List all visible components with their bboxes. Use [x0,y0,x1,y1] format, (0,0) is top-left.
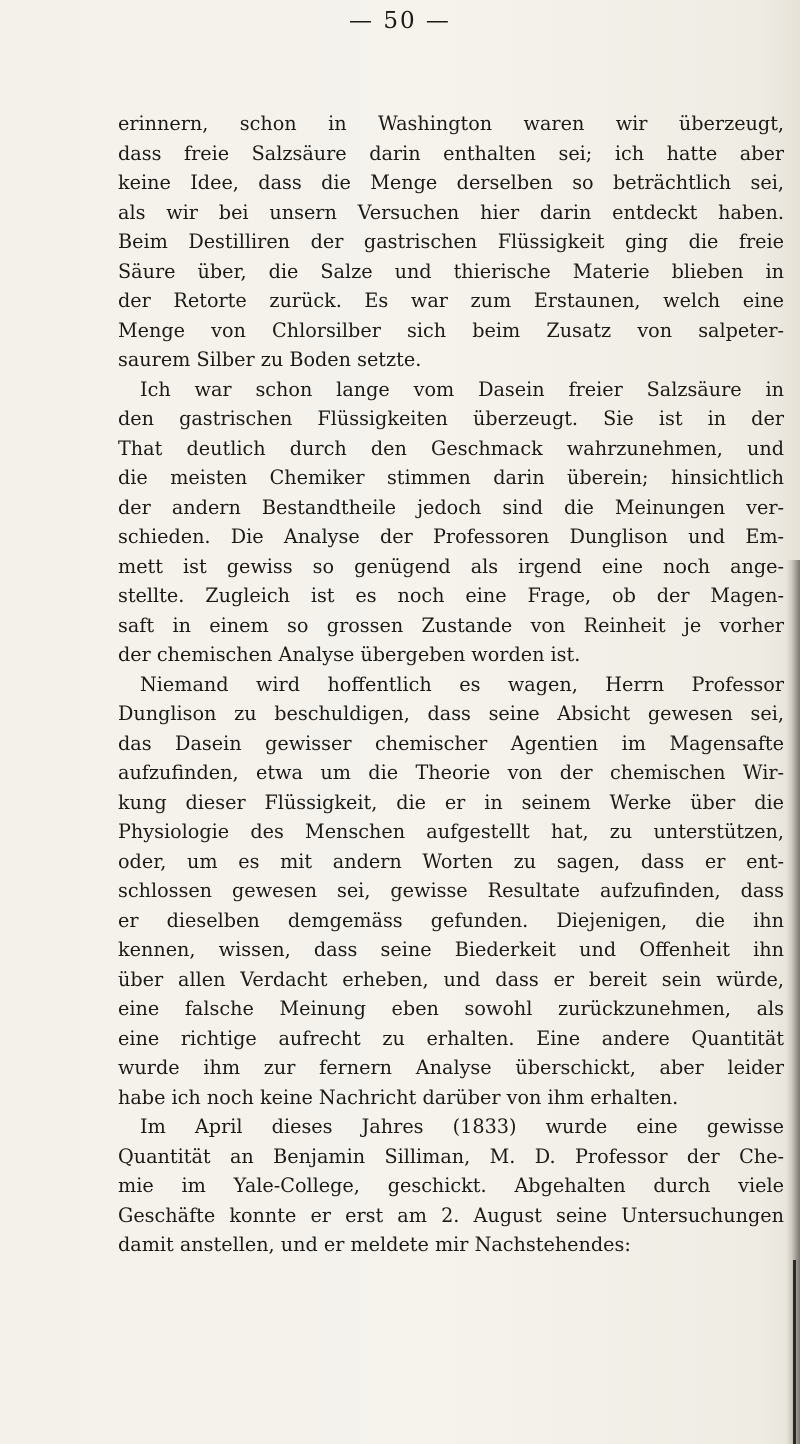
text-line: habe ich noch keine Nachricht darüber von ihm erhalten. [118,1085,679,1109]
text-line: Ich war schon lange vom Dasein freier Salzsäure in [140,377,784,401]
text-line: erinnern, schon in Washington waren wir überzeugt, [118,112,784,135]
text-line: kung dieser Flüssigkeit, die er in seinem Werke über die [118,790,784,814]
text-line: Geschäfte konnte er erst am 2. August seine Untersuchungen [118,1203,784,1227]
text-line: Niemand wird hoffentlich es wagen, Herrn Professor [140,672,784,696]
text-line: kennen, wissen, dass seine Biederkeit und Offenheit ihn [118,938,784,961]
text-line: als wir bei unsern Versuchen hier darin entdeckt haben. [118,200,784,224]
body-text [118,109,784,1260]
text-line: über allen Verdacht erheben, und dass er bereit sein würde, [118,967,784,991]
text-line: schieden. Die Analyse der Professoren Dunglison und Em- [118,525,784,548]
text-line: aufzufinden, etwa um die Theorie von der chemischen Wir- [118,761,784,784]
text-line: Physiologie des Menschen aufgestellt hat, zu unterstützen, [118,820,784,843]
text-line: oder, um es mit andern Worten zu sagen, dass er ent- [118,849,784,873]
text-line: Beim Destilliren der gastrischen Flüssigkeit ging die freie [118,230,784,253]
text-line: eine falsche Meinung eben sowohl zurückzunehmen, als [118,997,784,1020]
text-line: Quantität an Benjamin Silliman, M. D. Professor der Che- [118,1144,784,1168]
text-line: dass freie Salzsäure darin enthalten sei; ich hatte aber [118,141,784,165]
page-edge-line [793,1260,796,1444]
text-line: mett ist gewiss so genügend als irgend eine noch ange- [118,554,784,578]
text-line: Säure über, die Salze und thierische Materie blieben in [118,259,784,283]
text-line: damit anstellen, und er meldete mir Nachstehendes: [118,1233,631,1256]
text-line: Im April dieses Jahres (1833) wurde eine gewisse [140,1115,784,1138]
text-line: schlossen gewesen sei, gewisse Resultate aufzufinden, dass [118,879,784,902]
text-line: das Dasein gewisser chemischer Agentien im Magensafte [118,731,784,755]
text-line: der Retorte zurück. Es war zum Erstaunen, welch eine [118,289,784,312]
text-line: Dunglison zu beschuldigen, dass seine Absicht gewesen sei, [118,702,784,725]
text-line: den gastrischen Flüssigkeiten überzeugt. Sie ist in der [118,407,784,430]
text-line: saurem Silber zu Boden setzte. [118,348,422,371]
text-line: der andern Bestandtheile jedoch sind die Meinungen ver- [118,495,784,519]
text-line: keine Idee, dass die Menge derselben so beträchtlich sei, [118,171,784,194]
text-line: er dieselben demgemäss gefunden. Diejenigen, die ihn [118,908,784,932]
text-line: stellte. Zugleich ist es noch eine Frage, ob der Magen- [118,584,784,607]
text-line: mie im Yale-College, geschickt. Abgehalten durch viele [118,1174,784,1197]
text-line: wurde ihm zur fernern Analyse überschickt, aber leider [118,1056,784,1079]
page-number: — 50 — [349,8,451,34]
text-line: der chemischen Analyse übergeben worden ist. [118,643,581,666]
text-line: die meisten Chemiker stimmen darin überein; hinsichtlich [118,466,784,489]
text-line: Menge von Chlorsilber sich beim Zusatz von salpeter- [118,318,784,342]
text-line: That deutlich durch den Geschmack wahrzunehmen, und [118,436,784,460]
text-line: saft in einem so grossen Zustande von Reinheit je vorher [118,613,784,637]
text-line: eine richtige aufrecht zu erhalten. Eine andere Quantität [118,1026,784,1050]
